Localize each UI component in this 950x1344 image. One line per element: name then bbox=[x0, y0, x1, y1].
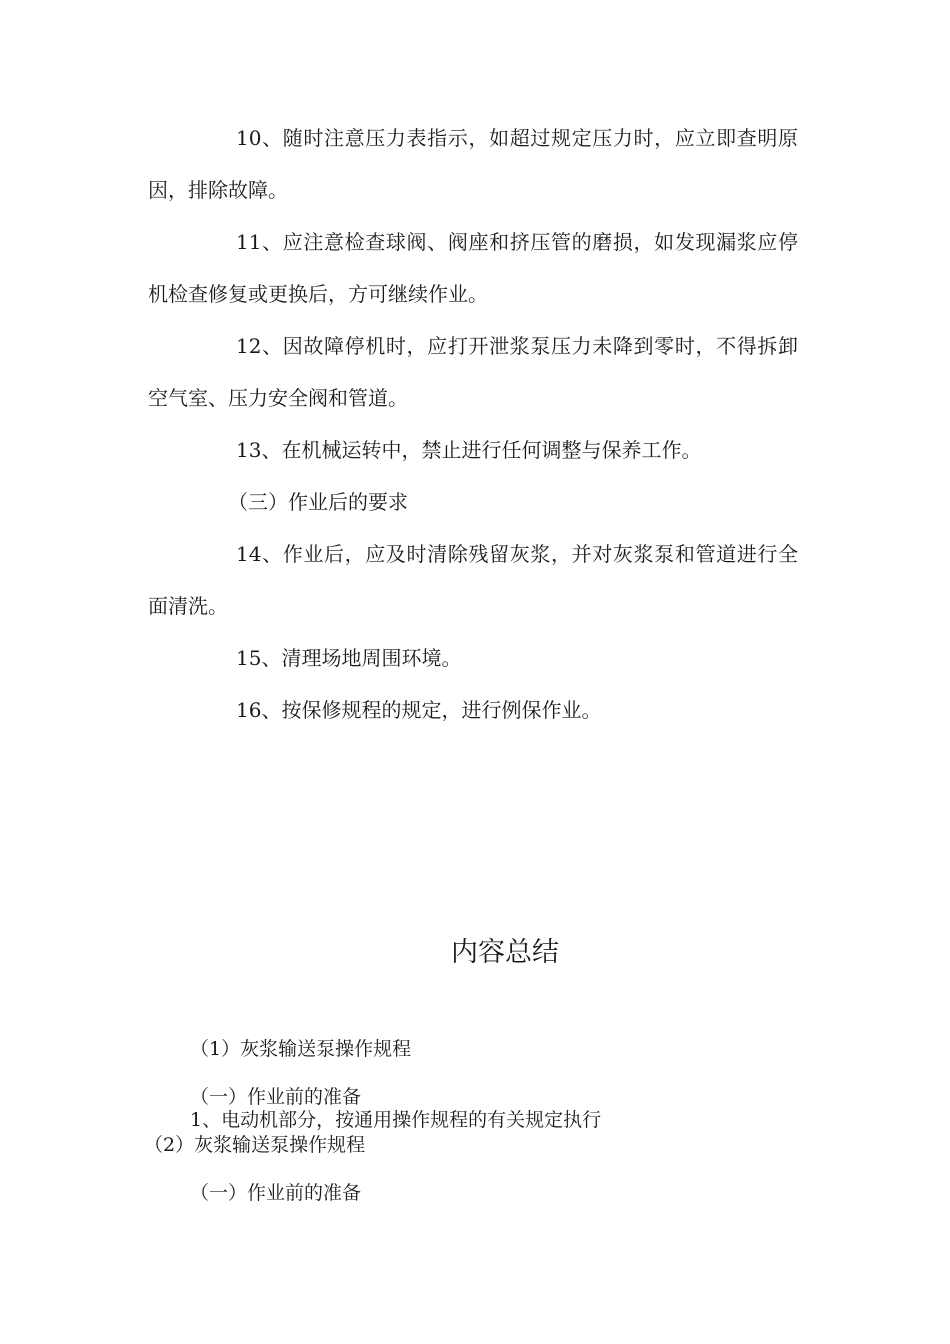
body-text bbox=[148, 112, 798, 736]
paragraph-11: 11、应注意检查球阀、阀座和挤压管的磨损，如发现漏浆应停机检查修复或更换后，方可继续作业。 bbox=[148, 230, 798, 306]
paragraph-10: 10、随时注意压力表指示，如超过规定压力时，应立即查明原因，排除故障。 bbox=[148, 126, 798, 202]
summary-title: 内容总结 bbox=[451, 937, 559, 968]
summary-line-2: （一）作业前的准备 bbox=[190, 1086, 362, 1108]
paragraph-12: 12、因故障停机时，应打开泄浆泵压力未降到零时，不得拆卸空气室、压力安全阀和管道。 bbox=[148, 334, 798, 410]
summary-line-5: （一）作业前的准备 bbox=[190, 1182, 362, 1204]
paragraph-16: 16、按保修规程的规定，进行例保作业。 bbox=[236, 698, 602, 722]
section-heading-after-work: （三）作业后的要求 bbox=[228, 490, 408, 514]
summary-line-1: （1）灰浆输送泵操作规程 bbox=[190, 1038, 412, 1060]
paragraph-15: 15、清理场地周围环境。 bbox=[236, 646, 462, 670]
paragraph-13: 13、在机械运转中，禁止进行任何调整与保养工作。 bbox=[236, 438, 702, 462]
summary-line-4: （2）灰浆输送泵操作规程 bbox=[144, 1134, 366, 1156]
paragraph-14: 14、作业后，应及时清除残留灰浆，并对灰浆泵和管道进行全面清洗。 bbox=[148, 542, 798, 618]
summary-line-3: 1、电动机部分，按通用操作规程的有关规定执行 bbox=[190, 1109, 602, 1131]
